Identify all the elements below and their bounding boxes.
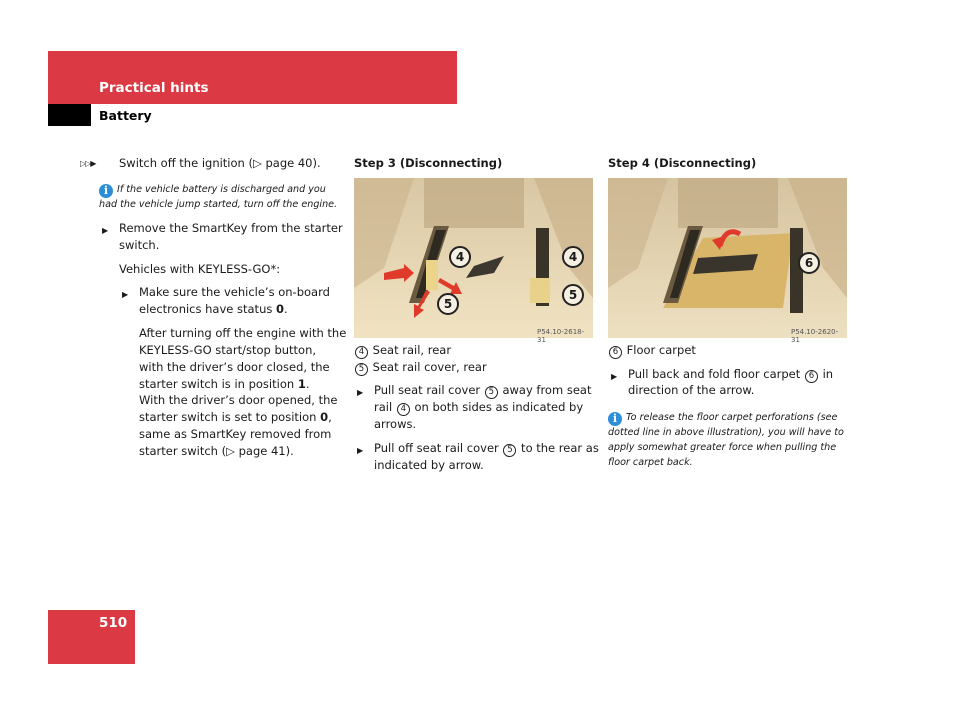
after-text-line8: starter switch (▷ page 41). [139, 444, 294, 458]
triangle-bullet-icon: ▶ [611, 372, 618, 381]
after-text-line5: With the driver’s door opened, the [139, 393, 338, 407]
step-pull-off-line2: indicated by arrow. [374, 458, 484, 472]
header-black-tab [48, 104, 91, 126]
info-note-2: i To release the floor carpet perforations (see [608, 410, 837, 426]
triangle-bullet-icon: ▶ [357, 446, 364, 455]
step3-heading: Step 3 (Disconnecting) [354, 156, 503, 170]
step-make-sure: Make sure the vehicle’s on-board [139, 285, 330, 299]
info-note-2-line4: floor carpet back. [608, 457, 693, 468]
step-pull-cover-line3: arrows. [374, 417, 417, 431]
section-subtitle: Battery [99, 108, 152, 123]
step-pull-off-line1: Pull off seat rail cover 5 to the rear as [374, 441, 599, 455]
callout-floor-carpet: 6 [798, 252, 820, 274]
step3-illustration [354, 178, 593, 344]
callout-seat-rail-cover-right: 5 [562, 284, 584, 306]
info-note-2-line3: apply somewhat greater force when pulling the [608, 442, 837, 453]
step-pull-cover-line1: Pull seat rail cover 5 away from seat [374, 383, 592, 397]
legend-seat-rail: 4 Seat rail, rear [354, 342, 451, 359]
triangle-bullet-icon: ▶ [357, 388, 364, 397]
after-text-line4: starter switch is in position 1. [139, 377, 310, 391]
info-note-2-line2: dotted line in above illustration), you will have to [608, 427, 844, 438]
header-band [48, 51, 457, 104]
callout-seat-rail: 4 [449, 246, 471, 268]
after-text-line2: KEYLESS-GO start/stop button, [139, 343, 317, 357]
info-icon: i [608, 412, 622, 426]
step-make-sure-line2: electronics have status 0. [139, 302, 288, 316]
step-fold-carpet-line2: direction of the arrow. [628, 383, 755, 397]
callout-seat-rail-cover: 5 [437, 293, 459, 315]
legend-seat-rail-cover: 5 Seat rail cover, rear [354, 359, 487, 376]
after-text-line7: same as SmartKey removed from [139, 427, 332, 441]
step-fold-carpet-line1: Pull back and fold floor carpet 6 in [628, 367, 834, 381]
step-pull-cover-line2: rail 4 on both sides as indicated by [374, 400, 584, 414]
step-remove-smartkey-line2: switch. [119, 238, 160, 252]
after-text-line3: with the driver’s door closed, the [139, 360, 330, 374]
page-number: 510 [99, 615, 128, 631]
continuation-marker-icon: ▷▷▶ [80, 159, 96, 168]
step-remove-smartkey: Remove the SmartKey from the starter [119, 221, 343, 235]
section-title: Practical hints [99, 80, 209, 96]
keyless-go-heading: Vehicles with KEYLESS-GO*: [119, 262, 281, 276]
step-switch-off-ignition: Switch off the ignition (▷ page 40). [119, 156, 321, 170]
after-text-line1: After turning off the engine with the [139, 326, 347, 340]
callout-seat-rail-right: 4 [562, 246, 584, 268]
image-code: P54.10-2618-31 [537, 328, 585, 344]
step4-illustration [608, 178, 847, 344]
after-text-line6: starter switch is set to position 0, [139, 410, 332, 424]
triangle-bullet-icon: ▶ [122, 290, 129, 299]
step4-heading: Step 4 (Disconnecting) [608, 156, 757, 170]
legend-floor-carpet: 6 Floor carpet [608, 342, 696, 359]
info-note-1: i If the vehicle battery is discharged and you [99, 182, 326, 198]
info-icon: i [99, 184, 113, 198]
triangle-bullet-icon: ▶ [102, 226, 109, 235]
info-note-1-line2: had the vehicle jump started, turn off the engine. [99, 199, 338, 210]
image-code: P54.10-2620-31 [791, 328, 839, 344]
